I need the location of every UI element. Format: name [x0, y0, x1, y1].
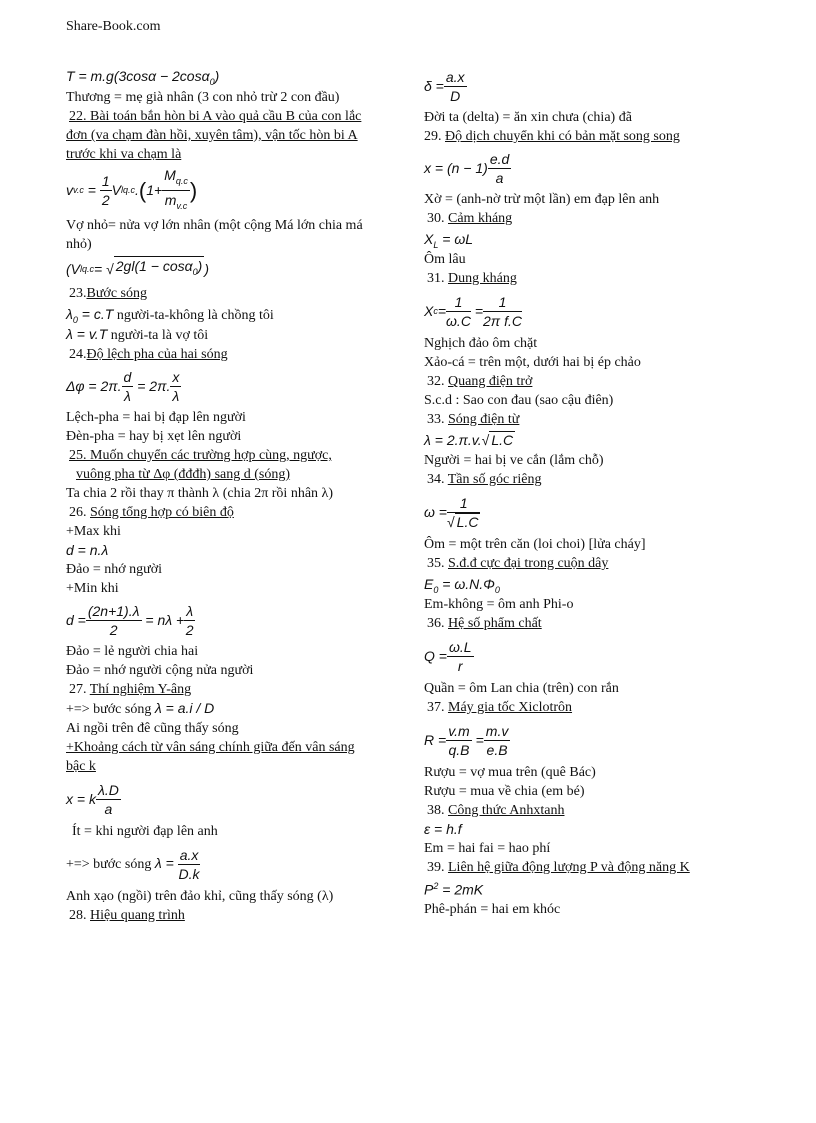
- formula-max: d = n.λ: [66, 542, 109, 558]
- section-heading-29: [424, 127, 736, 146]
- section-heading-24: [66, 345, 420, 364]
- condition-label: +Max khi: [66, 524, 121, 539]
- heading-text: trước khi va chạm là: [66, 147, 182, 162]
- mnemonic-text: Ôm = một trên căn (loi choi) [lửa cháy]: [424, 537, 646, 552]
- heading-text: 22. Bài toán bắn hòn bi A vào quả cầu B của con lắc: [69, 109, 362, 124]
- formula-line: λ = v.T người-ta là vợ tôi: [66, 326, 209, 343]
- heading-text: Liên hệ giữa động lượng P và động năng K: [448, 860, 690, 875]
- formula-pendulum-velocity: (V l q.c = √ 2gl(1 − cosα$_0$) ): [66, 254, 420, 284]
- heading-text: đơn (va chạm đàn hồi, xuyên tâm), vận tốc hòn bi A: [66, 128, 358, 143]
- mnemonic-text: Anh xạo (ngồi) trên đảo khỉ, cũng thấy sóng (λ): [66, 889, 334, 904]
- mnemonic-text: Thương = mẹ già nhân (3 con nhỏ trừ 2 con đầu): [66, 90, 340, 105]
- mnemonic-text: Phê-phán = hai em khóc: [424, 901, 561, 917]
- section-number: 29.: [424, 129, 445, 144]
- formula-fringe: x = k λ.D a: [66, 781, 119, 817]
- mnemonic-text: Em-không = ôm anh Phi-o: [424, 597, 574, 612]
- heading-text: Dung kháng: [448, 271, 517, 286]
- formula-cyclotron: R = v.m q.B = m.v e.B: [424, 722, 509, 758]
- formula-tension: T = m.g(3cosα − 2cosα$_0$): [66, 68, 220, 87]
- section-heading-39: [424, 858, 736, 877]
- mnemonic-text: Đảo = nhớ người: [66, 562, 163, 577]
- heading-text: Sóng tổng hợp có biên độ: [90, 505, 234, 520]
- section-number: 33.: [427, 412, 448, 427]
- section-heading-32: [424, 372, 736, 391]
- mnemonic-text: Quần = ôm Lan chia (trên) con rắn: [424, 681, 619, 696]
- section-number: 38.: [427, 803, 448, 818]
- section-number: 39.: [427, 860, 448, 875]
- formula-max-emf: $E_0 = \omega.N.\Phi_0$: [424, 576, 500, 595]
- formula-capacitive-reactance: X c = 1 ω.C = 1 2π f.C: [424, 293, 522, 329]
- mnemonic-text: Ôm lâu: [424, 252, 466, 267]
- section-number: 26.: [69, 505, 90, 520]
- formula-inductive-reactance: $X_L = \omega L$: [424, 231, 474, 250]
- heading-text: Độ dịch chuyển khi có bản mặt song song: [445, 129, 680, 144]
- section-number: 36.: [427, 616, 448, 631]
- section-number: 37.: [427, 700, 448, 715]
- section-heading-23: [66, 284, 420, 303]
- section-heading-35: [424, 554, 736, 573]
- section-number: 34.: [427, 472, 448, 487]
- section-number: 28.: [69, 908, 90, 923]
- section-number: 35.: [427, 556, 448, 571]
- mnemonic-text: nhỏ): [66, 237, 92, 252]
- heading-text: Bước sóng: [86, 286, 147, 301]
- mnemonic-text: Đảo = lẻ người chia hai: [66, 644, 199, 659]
- section-number: 24.: [69, 347, 87, 362]
- heading-text: vuông pha từ Δφ (đđđh) sang d (sóng): [76, 467, 291, 482]
- section-number: 32.: [427, 374, 448, 389]
- mnemonic-text: Đời ta (delta) = ăn xin chưa (chia) đã: [424, 110, 632, 125]
- heading-text: Thí nghiệm Y-âng: [89, 682, 192, 697]
- heading-text: Sóng điện từ: [448, 412, 520, 427]
- mnemonic-text: Nghịch đảo ôm chặt: [424, 336, 538, 351]
- formula-momentum-energy: $P^2 = 2mK$: [424, 881, 484, 898]
- section-number: 27.: [69, 682, 90, 697]
- section-number: 30.: [427, 211, 448, 226]
- section-number: 31.: [427, 271, 448, 286]
- mnemonic-text: Ít = khi người đạp lên anh: [72, 824, 218, 839]
- section-heading-37: [424, 698, 736, 717]
- mnemonic-text: Rượu = vợ mua trên (quê Bác): [424, 765, 596, 780]
- formula-line: +=> bước sóng λ = $\frac{a.x}{D.k}$: [66, 846, 200, 882]
- section-heading-31: [424, 269, 736, 288]
- mnemonic-text: S.c.d : Sao con đau (sao cậu điên): [424, 393, 614, 408]
- section-heading-30: [424, 209, 736, 228]
- heading-text: Cảm kháng: [448, 211, 513, 226]
- mnemonic-text: Rượu = mua về chia (em bé): [424, 784, 585, 799]
- formula-em-wave: λ = 2.π.v.√ L.C: [424, 432, 514, 448]
- mnemonic-text: Vợ nhỏ= nửa vợ lớn nhân (một cộng Má lớn chia má: [66, 218, 363, 233]
- heading-text: +Khoảng cách từ vân sáng chính giữa đến vân sáng: [66, 740, 355, 755]
- section-heading-25: 25. Muốn chuyển các trường hợp cùng, ngược,: [69, 448, 332, 463]
- left-column: [66, 64, 420, 925]
- heading-text: Độ lệch pha của hai sóng: [86, 347, 228, 362]
- mnemonic-text: người-ta là vợ tôi: [107, 328, 209, 343]
- formula-path-difference: δ = a.x D: [424, 68, 465, 104]
- section-heading-33: [424, 410, 736, 429]
- heading-text: bậc k: [66, 759, 96, 774]
- section-heading-27: [66, 680, 420, 699]
- formula-phase: Δφ = 2π. d λ = 2π. x λ: [66, 368, 180, 404]
- section-heading-22: [66, 107, 420, 126]
- mnemonic-text: Đảo = nhớ người cộng nửa người: [66, 663, 254, 678]
- mnemonic-text: +=> bước sóng: [66, 702, 155, 717]
- formula-displacement: x = (n − 1) e.d a: [424, 150, 510, 186]
- formula-line: $\lambda_0 = c.T$ người-ta-không là chồng tôi: [66, 306, 274, 325]
- section-heading-26: [66, 503, 420, 522]
- formula-quality-factor: Q = ω.L r: [424, 638, 472, 674]
- formula-line: +=> bước sóng λ = a.i / D: [66, 700, 215, 717]
- section-heading-38: [424, 801, 736, 820]
- mnemonic-text: Em = hai fai = hao phí: [424, 841, 551, 856]
- mnemonic-text: +=> bước sóng: [66, 856, 152, 872]
- heading-text: Máy gia tốc Xiclotrôn: [448, 700, 573, 715]
- formula-velocity: v v.c = 1 2 V l q.c . ( 1+ $M_{q.c}$ $m_{v.c}$ ): [66, 166, 198, 211]
- section-heading-36: [424, 614, 736, 633]
- mnemonic-text: Xảo-cá = trên một, dưới hai bị ép chảo: [424, 355, 641, 370]
- heading-text: Hiệu quang trình: [90, 908, 185, 923]
- mnemonic-text: Lệch-pha = hai bị đạp lên người: [66, 410, 246, 425]
- section-heading-34: [424, 470, 736, 489]
- mnemonic-text: Ai ngồi trên đê cũng thấy sóng: [66, 721, 239, 736]
- heading-text: S.đ.đ cực đại trong cuộn dây: [448, 556, 609, 571]
- formula-angular-frequency: ω = 1 √ L.C: [424, 494, 479, 530]
- site-name: Share-Book.com: [66, 19, 161, 34]
- heading-text: Tần số góc riêng: [447, 472, 542, 487]
- heading-text: Hệ số phẩm chất: [448, 616, 542, 631]
- mnemonic-text: Đèn-pha = hay bị xẹt lên người: [66, 429, 242, 444]
- formula-einstein: ε = h.f: [424, 821, 462, 837]
- mnemonic-text: Người = hai bị ve cắn (lắm chỗ): [424, 453, 604, 468]
- right-column: [424, 64, 736, 919]
- formula-min: d = (2n+1).λ 2 = nλ + λ 2: [66, 602, 194, 638]
- heading-text: Quang điện trở: [448, 374, 533, 389]
- mnemonic-text: Ta chia 2 rồi thay π thành λ (chia 2π rồi nhân λ): [66, 486, 333, 501]
- section-number: 23.: [69, 286, 87, 301]
- heading-text: Công thức Anhxtanh: [448, 803, 565, 818]
- condition-label: +Min khi: [66, 581, 119, 596]
- section-heading-28: [66, 906, 420, 925]
- mnemonic-text: Xờ = (anh-nờ trừ một lần) em đạp lên anh: [424, 192, 660, 207]
- mnemonic-text: người-ta-không là chồng tôi: [113, 308, 274, 323]
